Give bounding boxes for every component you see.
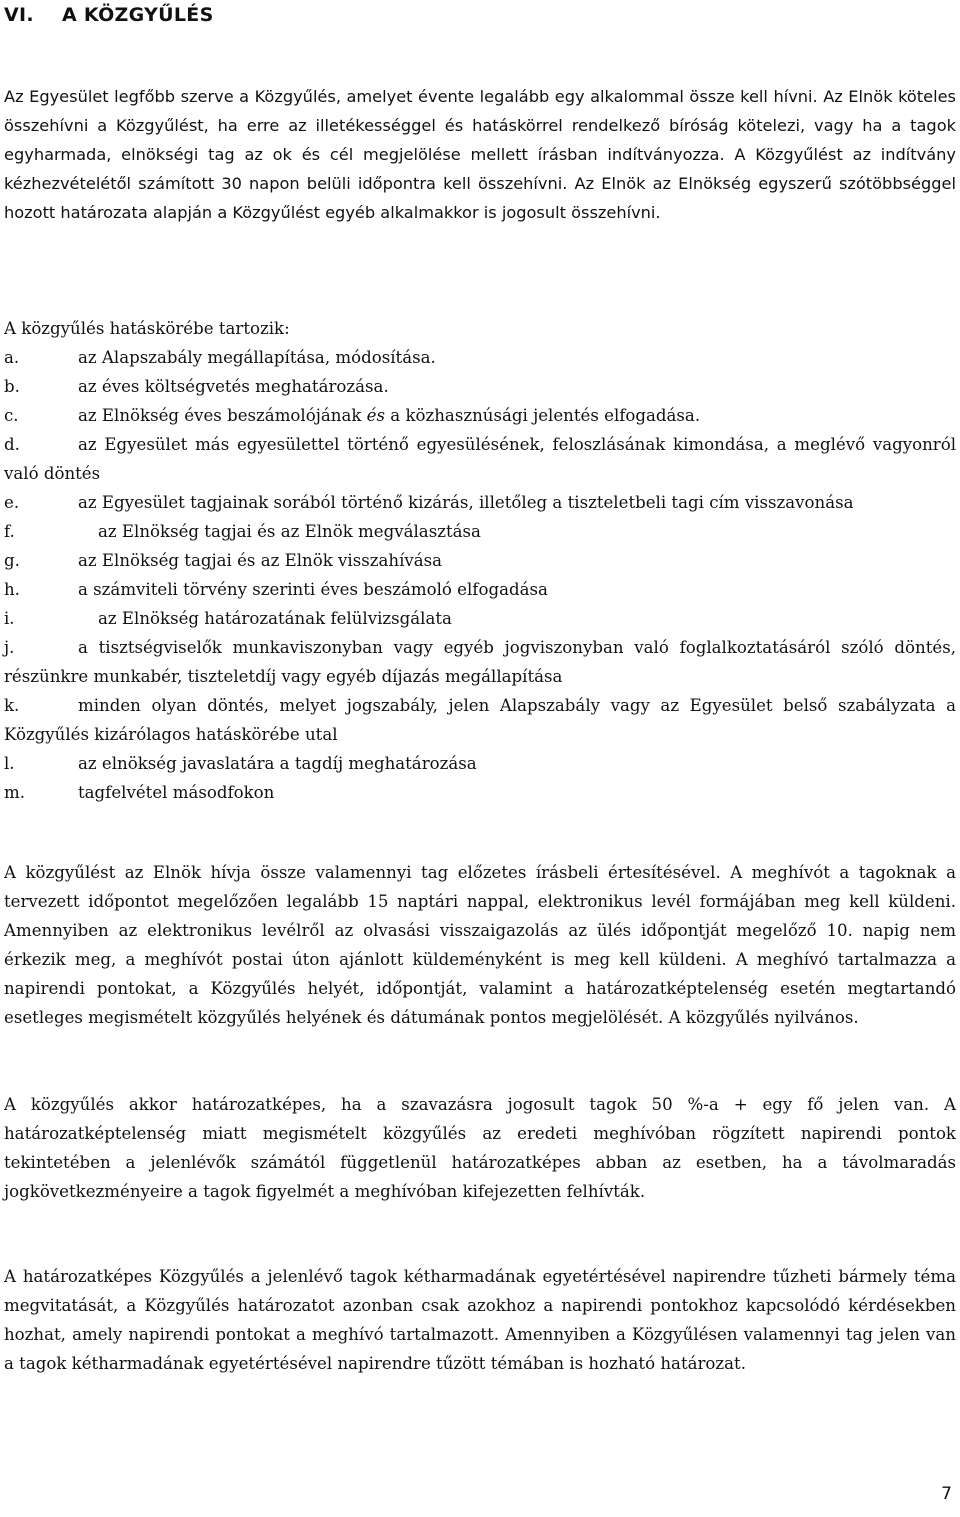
list-item: a. az Alapszabály megállapítása, módosítása.	[4, 348, 436, 367]
list-item: j. a tisztségviselők munkaviszonyban vagy egyéb jogviszonyban való foglalkoztatásáról szóló döntés, részünkre munkabér, tiszteletdíj vagy egyéb díjazás megállapítása	[4, 638, 956, 686]
section-heading	[4, 4, 214, 26]
list-item: l. az elnökség javaslatára a tagdíj meghatározása	[4, 754, 477, 773]
list-item: h. a számviteli törvény szerinti éves beszámoló elfogadása	[4, 580, 548, 599]
section-number: VI.	[4, 4, 34, 26]
paragraph-agenda: A határozatképes Közgyűlés a jelenlévő tagok kétharmadának egyetértésével napirendre tűzheti bármely téma megvitatását, a Közgyűlés határozatot azonban csak azokhoz a napirendi pontokhoz kapcsolódó kérdésekben hozhat, amely napirendi pontokat a meghívó tartalmazott. Amennyiben a Közgyűlésen valamennyi tag jelen van a tagok kétharmadának egyetértésével napirendre tűzött témában is hozható határozat.	[4, 1267, 956, 1373]
page-number: 7	[941, 1484, 952, 1504]
list-item: c. az Elnökség éves beszámolójának és a közhasznúsági jelentés elfogadása.	[4, 406, 701, 425]
list-item: f. az Elnökség tagjai és az Elnök megválasztása	[4, 522, 481, 541]
list-item: b. az éves költségvetés meghatározása.	[4, 377, 389, 396]
list-item: m. tagfelvétel másodfokon	[4, 783, 275, 802]
list-item: g. az Elnökség tagjai és az Elnök visszahívása	[4, 551, 443, 570]
powers-list-intro: A közgyűlés hatáskörébe tartozik:	[4, 319, 290, 338]
paragraph-quorum: A közgyűlés akkor határozatképes, ha a szavazásra jogosult tagok 50 %-a + egy fő jelen van. A határozatképtelenség miatt megismételt közgyűlés az eredeti meghívóban rögzített napirendi pontok tekintetében a jelenlévők számától függetlenül határozatképes abban az esetben, ha a távolmaradás jogkövetkezményeire a tagok figyelmét a meghívóban kifejezetten felhívták.	[4, 1095, 956, 1201]
powers-list	[4, 314, 956, 807]
paragraph-invitation: A közgyűlést az Elnök hívja össze valamennyi tag előzetes írásbeli értesítésével. A meghívót a tagoknak a tervezett időpontot megelőzően legalább 15 naptári nappal, elektronikus levél formájában meg kell küldeni. Amennyiben az elektronikus levélről az olvasási visszaigazolás az ülés időpontját megelőző 10. napig nem érkezik meg, a meghívót postai úton ajánlott küldeményként is meg kell küldeni. A meghívó tartalmazza a napirendi pontokat, a Közgyűlés helyét, időpontját, valamint a határozatképtelenség esetén megtartandó esetleges megismételt közgyűlés helyének és dátumának pontos megjelölését. A közgyűlés nyilvános.	[4, 863, 956, 1027]
list-item: d. az Egyesület más egyesülettel történő egyesülésének, feloszlásának kimondása, a meglévő vagyonról való döntés	[4, 435, 956, 483]
paragraph-convocation: Az Egyesület legfőbb szerve a Közgyűlés, amelyet évente legalább egy alkalommal össze kell hívni. Az Elnök köteles összehívni a Közgyűlést, ha erre az illetékességgel és hatáskörrel rendelkező bíróság kötelezi, vagy ha a tagok egyharmada, elnökségi tag az ok és cél megjelölése mellett írásban indítványozza. A Közgyűlést az indítvány kézhezvételétől számított 30 napon belüli időpontra kell összehívni. Az Elnök az Elnökség egyszerű szótöbbséggel hozott határozata alapján a Közgyűlést egyéb alkalmakkor is jogosult összehívni.	[4, 87, 956, 222]
section-title: A KÖZGYŰLÉS	[62, 4, 214, 26]
list-item: e. az Egyesület tagjainak sorából történő kizárás, illetőleg a tiszteletbeli tagi cím visszavonása	[4, 493, 854, 512]
list-item: i. az Elnökség határozatának felülvizsgálata	[4, 609, 452, 628]
list-item: k. minden olyan döntés, melyet jogszabály, jelen Alapszabály vagy az Egyesület belső szabályzata a Közgyűlés kizárólagos hatáskörébe utal	[4, 696, 956, 744]
